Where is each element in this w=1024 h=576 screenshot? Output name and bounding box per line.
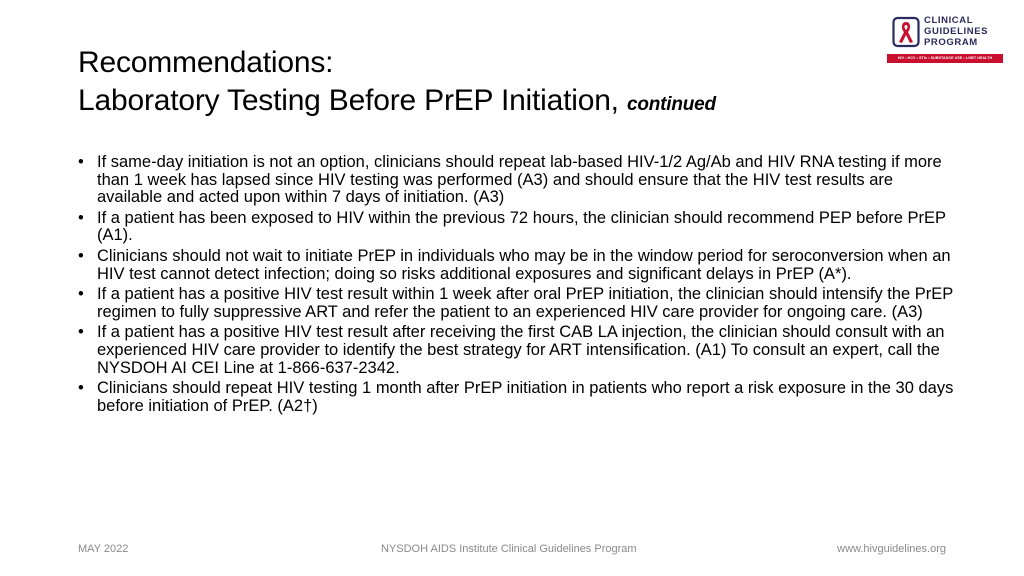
footer-date: MAY 2022	[78, 543, 129, 555]
logo-word-guidelines: GUIDELINES	[924, 26, 989, 37]
bullet-icon: •	[78, 246, 84, 265]
list-item	[78, 248, 958, 283]
footer-organization: NYSDOH AIDS Institute Clinical Guidelines Program	[381, 543, 637, 555]
logo-word-program: PROGRAM	[924, 37, 978, 48]
title-line-2	[78, 82, 878, 124]
list-item-text: If same-day initiation is not an option, clinicians should repeat lab-based HIV-1/2 Ag/Ab and HIV RNA testing if more than 1 week has lapsed since HIV testing was performed (A3) and should ensure that the HIV test results are available and acted upon within 7 days of initiation. (A3)	[97, 153, 942, 207]
list-item	[78, 210, 958, 245]
logo-tagline: HIV • HCV • STIs • SUBSTANCE USE • LGBT HEALTH	[887, 54, 1003, 63]
bullet-icon: •	[78, 323, 84, 342]
list-item	[78, 154, 958, 207]
list-item	[78, 286, 958, 321]
list-item-text: If a patient has been exposed to HIV within the previous 72 hours, the clinician should recommend PEP before PrEP (A1).	[97, 208, 946, 245]
logo-wordmark	[924, 15, 988, 48]
list-item	[78, 380, 958, 415]
bullet-icon: •	[78, 153, 84, 171]
slide-title	[78, 44, 878, 124]
bullet-icon: •	[78, 208, 84, 227]
recommendation-list	[78, 154, 958, 418]
list-item-text: If a patient has a positive HIV test result within 1 week after oral PrEP initiation, the clinician should intensify the PrEP regimen to fully suppressive ART and refer the patient to an experienced HIV care provider for ongoing care. (A3)	[97, 285, 954, 321]
title-continued: continued	[626, 94, 716, 115]
list-item-text: If a patient has a positive HIV test result after receiving the first CAB LA injection, the clinician should consult with an experienced HIV care provider to identify the best strategy for ART intensification. (A1) To consult an expert, call the NYSDOH AI CEI Line at 1-866-637-2342.	[97, 323, 945, 377]
clinical-guidelines-logo	[887, 14, 1003, 64]
list-item-text: Clinicians should not wait to initiate PrEP in individuals who may be in the window period for seroconversion when an HIV test cannot detect infection; doing so risks additional exposures and significant delays in PrEP (A*).	[97, 246, 951, 283]
title-line-1: Recommendations:	[78, 46, 334, 79]
ribbon-logo-icon	[892, 16, 920, 48]
bullet-icon: •	[78, 379, 84, 398]
title-line-2-text: Laboratory Testing Before PrEP Initiation,	[78, 84, 619, 117]
footer-website: www.hivguidelines.org	[837, 543, 946, 555]
bullet-icon: •	[78, 285, 84, 304]
list-item	[78, 324, 958, 377]
list-item-text: Clinicians should repeat HIV testing 1 month after PrEP initiation in patients who report a risk exposure in the 30 days before initiation of PrEP. (A2†)	[97, 379, 954, 415]
logo-word-clinical: CLINICAL	[924, 15, 974, 26]
